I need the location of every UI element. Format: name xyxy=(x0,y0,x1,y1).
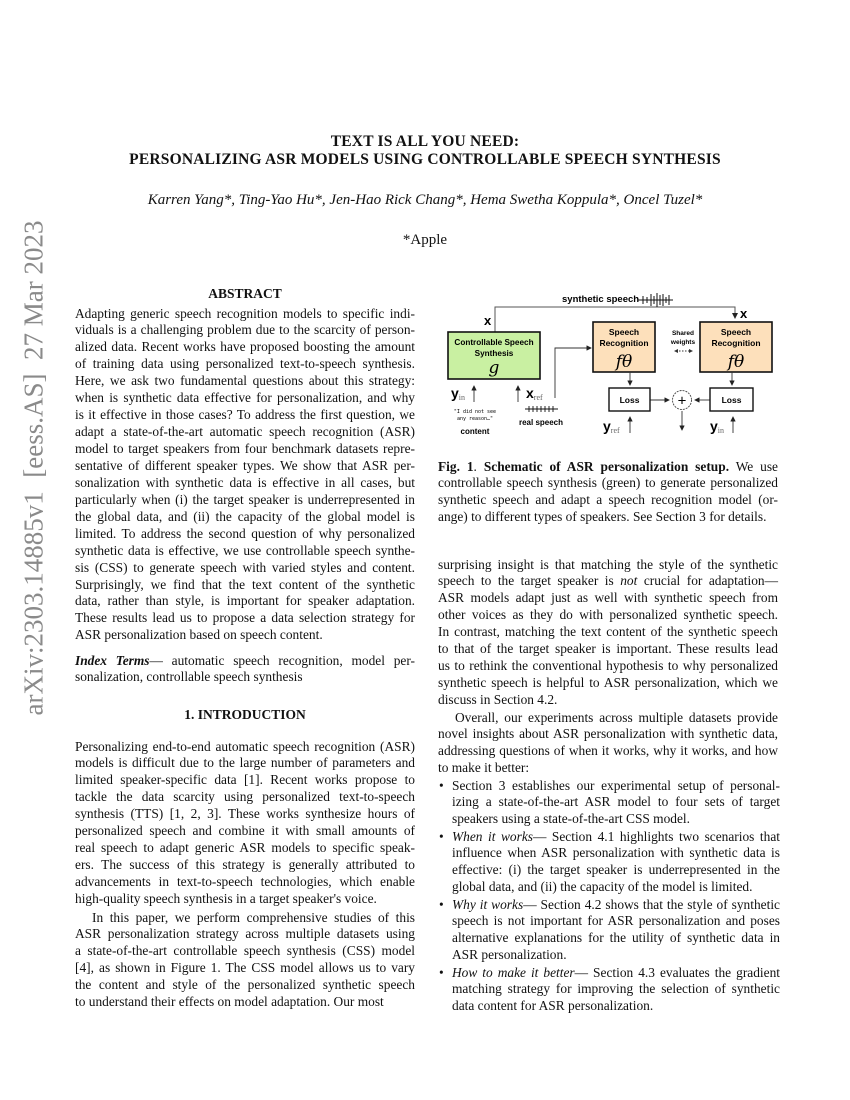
text-line: sonalization with synthetic data is effective in all cases, but xyxy=(75,474,415,490)
text-line: personalized speech and combine it with small amounts of xyxy=(75,823,415,839)
text-segment: speech to the target speaker is xyxy=(438,573,621,589)
text-line: when is synthetic data effective for personalization, and why xyxy=(75,390,415,406)
y-in-target-label: yin xyxy=(710,418,725,435)
text-line: influence when ASR personalization with synthetic data is xyxy=(452,845,780,861)
author-list: Karren Yang*, Ting-Yao Hu*, Jen-Hao Rick Chang*, Hema Swetha Koppula*, Oncel Tuzel* xyxy=(147,192,703,208)
text-line: effective: (i) the target speaker is underrepresented in the xyxy=(452,862,780,878)
emphasized-text: Why it works xyxy=(452,896,524,912)
svg-text:fθ: fθ xyxy=(615,352,633,372)
text-line: real speech to adapt generic ASR models to specific speak- xyxy=(75,840,415,856)
text-line xyxy=(452,965,780,982)
asr-box-left xyxy=(593,322,655,372)
text-line: speakers using a state-of-the-art CSS model. xyxy=(452,811,690,827)
x-label-right: x xyxy=(740,306,748,321)
loss-box-right xyxy=(710,388,753,411)
text-line: Overall, our experiments across multiple datasets provide xyxy=(455,709,778,725)
text-line: alternative explanations for the utility of synthetic data in xyxy=(452,930,780,946)
text-line: advancements in text-to-speech technologies, which enable xyxy=(75,874,415,889)
text-line: alized data. Recent works have proposed boosting the amount xyxy=(75,339,415,355)
shared-label-2: weights xyxy=(670,339,696,346)
quote-line-1: "I did not see xyxy=(453,409,497,415)
text-segment: . xyxy=(473,458,484,474)
css-box xyxy=(448,332,540,379)
text-line: synthetic speech and adapt a speech recognition model (or- xyxy=(438,492,778,508)
bullet-icon: • xyxy=(439,828,444,844)
bullet-item-2 xyxy=(439,828,780,897)
text-line: These results lead us to propose a data selection strategy for xyxy=(75,610,415,626)
text-line: models is difficult due to the large number of parameters and xyxy=(75,755,415,771)
svg-text:fθ: fθ xyxy=(727,352,745,372)
text-line: [4], as shown in Figure 1. The CSS model allows us to vary xyxy=(75,960,415,976)
text-line: data, rather than style, is important for speaker adaptation. xyxy=(75,593,415,609)
text-segment: — automatic speech recognition, model per- xyxy=(149,652,415,668)
paper-title-line-1: TEXT IS ALL YOU NEED: xyxy=(330,133,520,150)
svg-text:Recognition: Recognition xyxy=(711,338,761,348)
text-line: speech is not important for ASR personalization and poses xyxy=(452,913,780,929)
y-ref-label: yref xyxy=(603,418,620,435)
affiliation: *Apple xyxy=(402,232,448,248)
text-segment: — Section 4.2 shows that the style of synthetic xyxy=(523,896,780,912)
text-segment: — Section 4.1 highlights two scenarios that xyxy=(532,828,780,844)
text-segment: We use xyxy=(729,458,778,474)
text-line: to understand their effects on model adaptation. Our most xyxy=(75,994,384,1010)
text-line xyxy=(438,459,778,476)
shared-weights-arrow-icon xyxy=(674,349,693,353)
x-ref-label: xref xyxy=(526,385,543,402)
text-line: ASR personalization based on speech content. xyxy=(75,627,323,643)
text-line: sis (CSS) to generate speech with varied styles and content. xyxy=(75,559,415,575)
svg-text:Loss: Loss xyxy=(721,395,742,405)
content-label: content xyxy=(460,427,490,436)
intro-paragraph-2 xyxy=(75,910,415,1012)
svg-text:Controllable Speech: Controllable Speech xyxy=(454,338,534,347)
text-line: novel insights about ASR personalization with synthetic data, xyxy=(438,726,778,742)
synthetic-speech-label: synthetic speech xyxy=(562,294,640,305)
loss-box-left xyxy=(609,388,650,411)
text-line: adapt a state-of-the-art automatic speech recognition (ASR) xyxy=(75,424,415,440)
text-line: sonalization, controllable speech synthesis xyxy=(75,669,303,685)
text-line: a state-of-the-art controllable speech synthesis (CSS) model xyxy=(75,943,415,959)
text-line: the global data, and (ii) the capacity of the global model is xyxy=(75,508,415,524)
abstract-paragraph xyxy=(75,306,415,645)
asr-box-right xyxy=(700,322,772,372)
text-line: Section 3 establishes our experimental setup of personal- xyxy=(452,777,780,793)
text-line: Surprisingly, we find that the text content of the synthetic xyxy=(75,576,415,592)
svg-text:Synthesis: Synthesis xyxy=(474,349,514,358)
text-line: discuss in Section 4.2. xyxy=(438,692,558,707)
svg-text:Recognition: Recognition xyxy=(599,338,649,348)
svg-text:g: g xyxy=(488,358,500,378)
right-paragraph-1 xyxy=(438,557,778,709)
text-line: limited. To address the second question of why personalized xyxy=(75,525,415,541)
y-in-input-label: yin xyxy=(451,385,466,402)
abstract-heading: ABSTRACT xyxy=(208,286,282,301)
text-line: viduals is a challenging problem due to the scarcity of person- xyxy=(75,322,415,338)
text-line: controllable speech synthesis (green) to generate personalized xyxy=(438,475,778,491)
text-line: global data, and (ii) the capacity of the model is limited. xyxy=(452,879,753,895)
text-line: matching strategy for improving the selection of synthetic xyxy=(452,981,780,997)
bullet-icon: • xyxy=(439,896,444,912)
index-terms-paragraph xyxy=(75,653,415,687)
text-line: particularly when (i) the target speaker is underrepresented in xyxy=(75,491,415,507)
svg-text:Speech: Speech xyxy=(608,327,640,337)
text-line: synthetic data is effective, we use controllable speech synthe- xyxy=(75,542,415,558)
text-line: the content and style of the personalized synthetic speech xyxy=(75,977,415,993)
shared-label-1: Shared xyxy=(671,330,695,337)
bullet-item-1 xyxy=(439,777,780,829)
text-line xyxy=(438,573,778,590)
text-line: model to target speakers from four benchmark datasets repre- xyxy=(75,441,415,456)
svg-text:Speech: Speech xyxy=(720,327,752,337)
text-line: synthetic speech is helpful to ASR personalization, which we xyxy=(438,675,778,691)
text-line xyxy=(75,653,415,670)
text-line: limited speaker-specific data [1]. Recent works propose to xyxy=(75,772,415,788)
text-line: Here, we ask two fundamental questions about this strategy: xyxy=(75,373,415,389)
quote-line-2: any reason…" xyxy=(456,416,494,422)
text-line: izing a state-of-the-art ASR model to four sets of target xyxy=(452,794,780,810)
bullet-item-3 xyxy=(439,896,780,965)
figure-1-schematic xyxy=(440,285,780,445)
emphasized-text: Fig. 1 xyxy=(438,458,474,474)
synthetic-waveform-icon xyxy=(638,293,673,307)
text-line: ASR personalization strategy across multiple datasets using xyxy=(75,926,415,942)
text-line: In this paper, we perform comprehensive studies of this xyxy=(92,909,415,925)
text-line: Personalizing end-to-end automatic speech recognition (ASR) xyxy=(75,738,415,754)
text-line: addressing questions of when it works, why it works, and how xyxy=(438,743,778,759)
text-line: data content for ASR personalization. xyxy=(452,998,654,1014)
emphasized-text: How to make it better xyxy=(452,964,575,980)
text-line: ange) to different types of speakers. See Section 3 for details. xyxy=(438,509,767,525)
real-speech-label: real speech xyxy=(518,418,564,427)
real-waveform-icon xyxy=(525,406,558,412)
text-line: ASR models adapt just as well with synthetic speech from xyxy=(438,590,778,606)
right-paragraph-2 xyxy=(438,710,778,778)
sum-icon xyxy=(673,391,692,410)
text-line: tackle the data scarcity using personalized text-to-speech xyxy=(75,789,415,805)
arxiv-stamp: arXiv:2303.14885v1 [eess.AS] 27 Mar 2023 xyxy=(18,220,49,716)
text-segment: — Section 4.3 evaluates the gradient xyxy=(574,964,781,980)
text-line: sentative of different speaker types. We show that ASR per- xyxy=(75,457,415,473)
text-line: other voices as they do with personalized synthetic speech. xyxy=(438,607,778,623)
paper-title-line-2: PERSONALIZING ASR MODELS USING CONTROLLABLE SPEECH SYNTHESIS xyxy=(129,151,721,168)
text-line xyxy=(452,897,780,914)
text-line: ASR personalization. xyxy=(452,947,567,963)
bullet-item-4 xyxy=(439,964,781,1016)
introduction-heading: 1. INTRODUCTION xyxy=(184,707,306,722)
emphasized-text: Schematic of ASR personalization setup. xyxy=(483,458,730,474)
text-line: In contrast, matching the text content of the synthetic speech xyxy=(438,624,778,640)
svg-text:Loss: Loss xyxy=(619,395,640,405)
intro-paragraph-1 xyxy=(75,739,415,908)
text-line: ers. The success of this strategy is generally attributed to xyxy=(75,857,415,873)
text-line: Adapting generic speech recognition models to specific indi- xyxy=(75,305,415,321)
text-line: to make it better: xyxy=(438,760,530,776)
text-segment: crucial for adaptation— xyxy=(637,573,778,589)
text-line: to that of the target speaker is important. These results lead xyxy=(438,641,778,657)
text-line: of training data using personalized text-to-speech synthesis. xyxy=(75,356,415,372)
text-line: surprising insight is that matching the style of the synthetic xyxy=(438,556,778,572)
figure-caption xyxy=(438,459,778,527)
emphasized-text: Index Terms xyxy=(75,652,150,668)
bullet-icon: • xyxy=(439,777,444,793)
text-line xyxy=(452,829,780,846)
text-line: is it effective in those cases? To address the first question, we xyxy=(75,407,415,423)
bullet-icon: • xyxy=(439,964,444,980)
text-line: high-quality speech synthesis in a target speaker's voice. xyxy=(75,890,377,906)
text-line: synthesis (TTS) [1, 2, 3]. These works synthesize hours of xyxy=(75,806,415,822)
x-label-left: x xyxy=(484,313,492,328)
text-line: us to rethink the conventional hypothesis to why personalized xyxy=(438,658,778,674)
emphasized-text: not xyxy=(620,573,638,589)
emphasized-text: When it works xyxy=(452,828,533,844)
svg-text:+: + xyxy=(677,392,687,410)
